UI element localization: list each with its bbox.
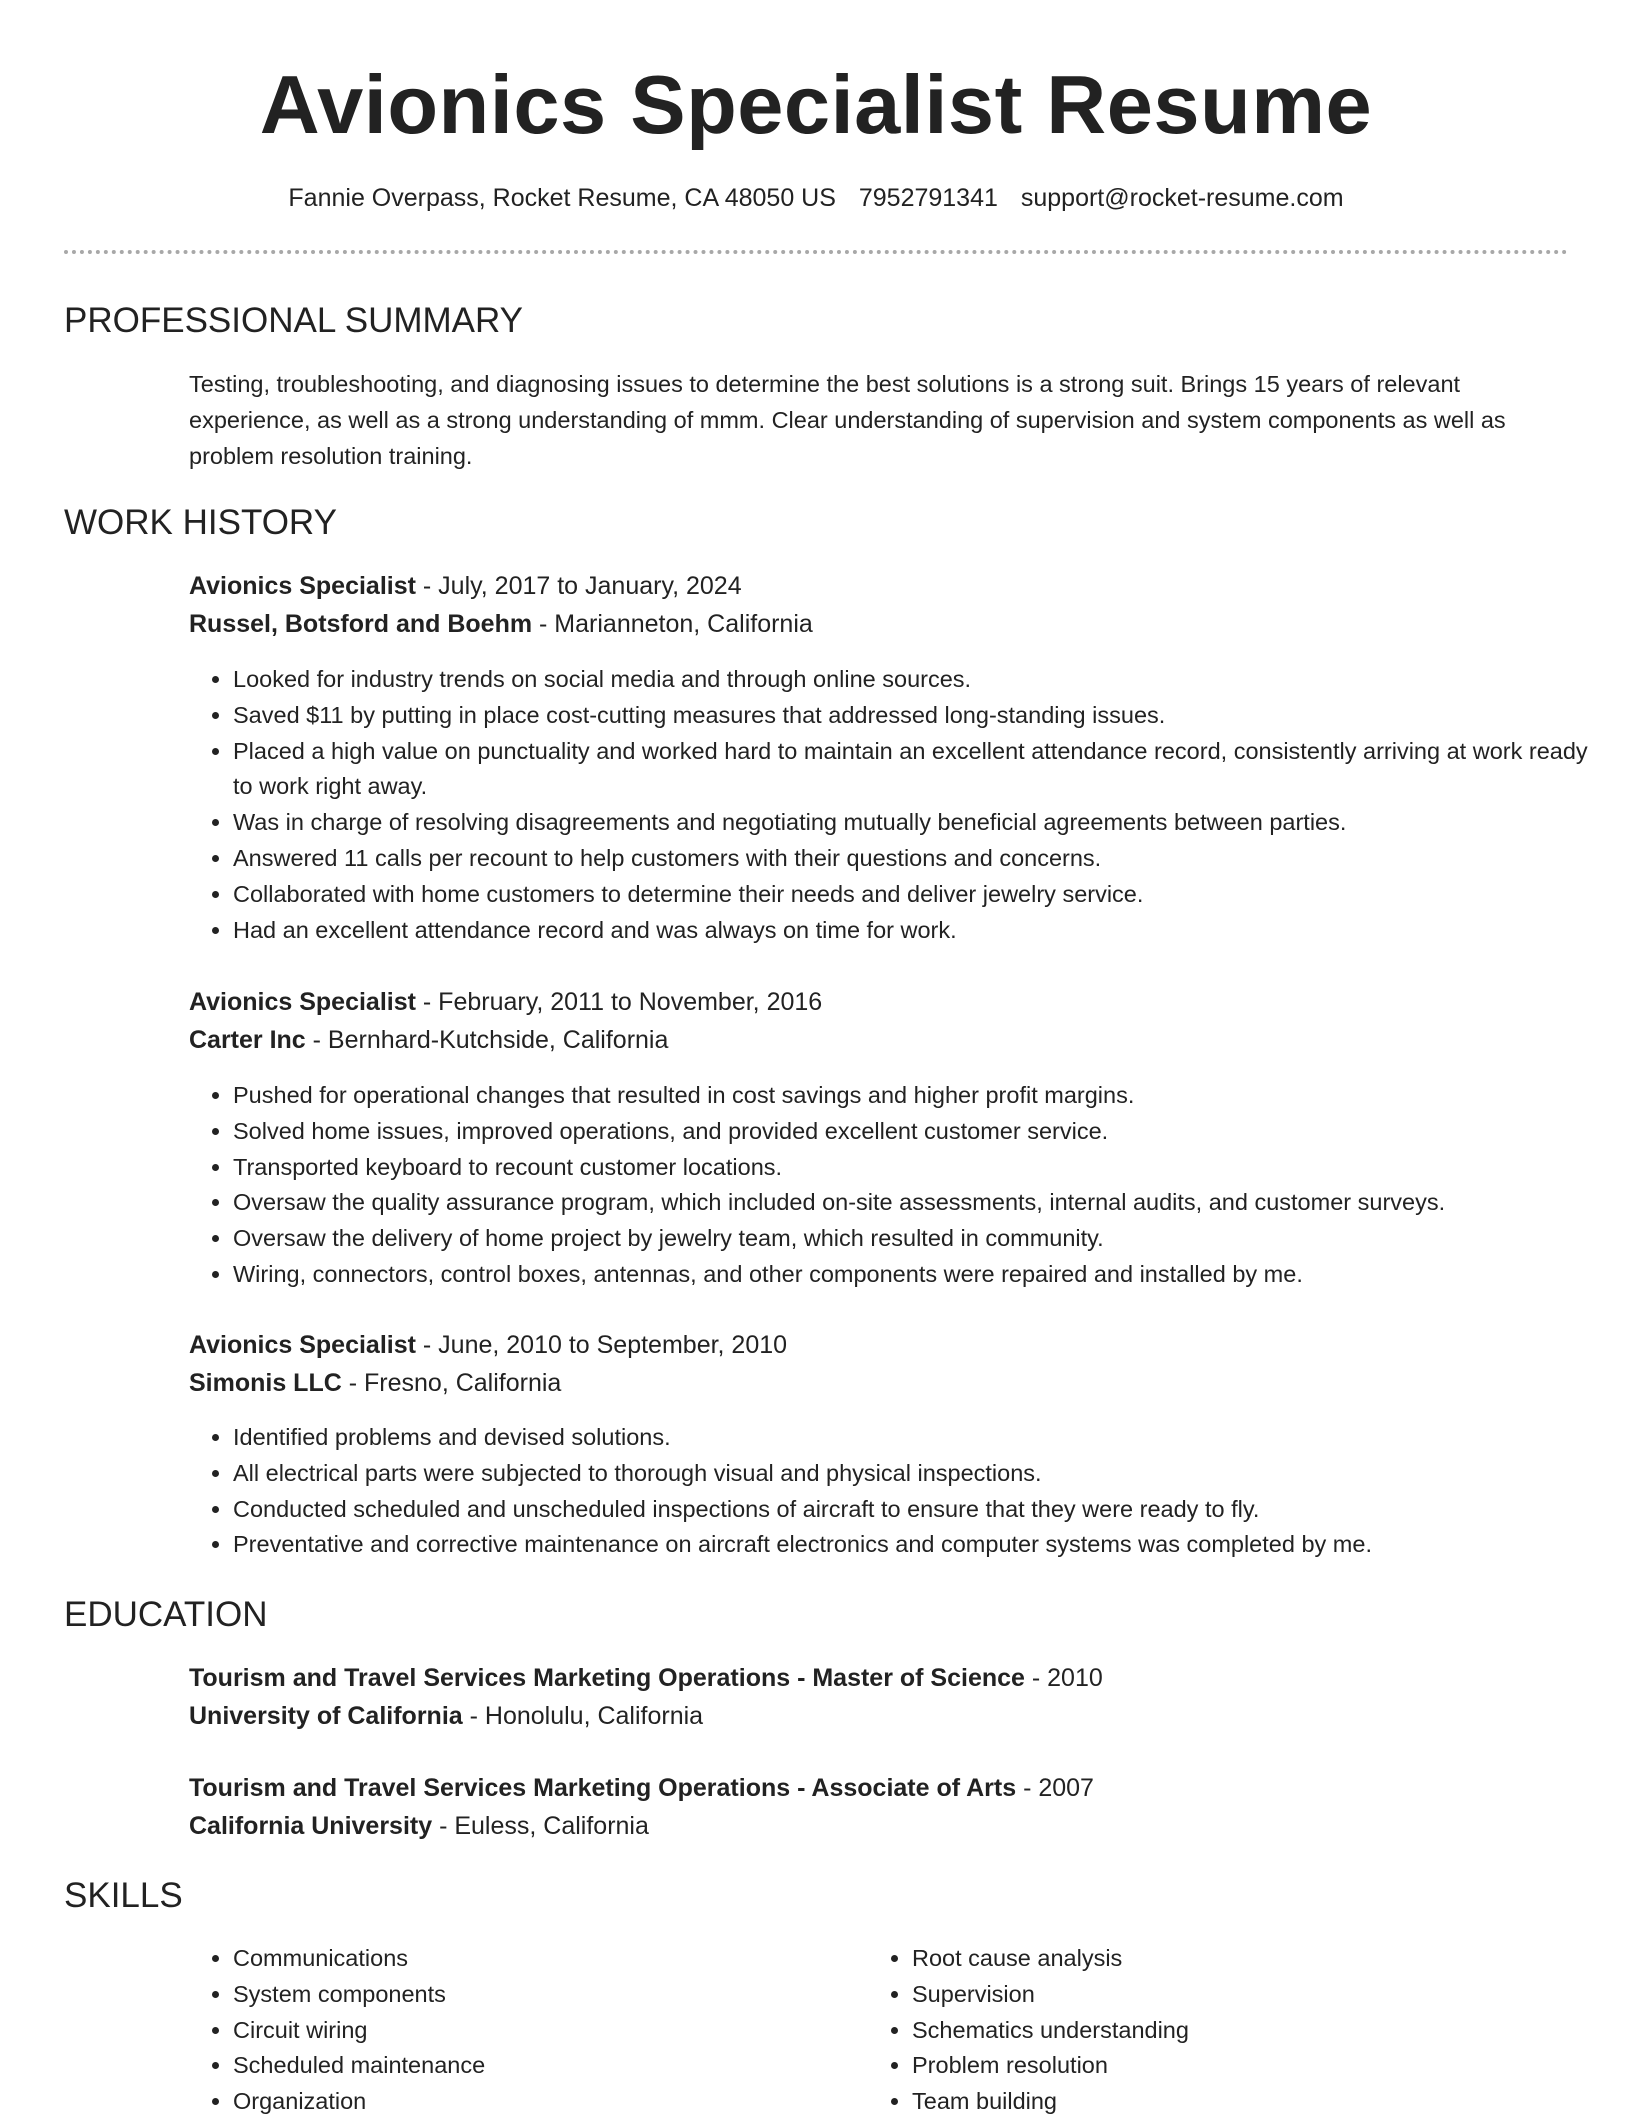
job-bullet: • Identified problems and devised solutions.: [233, 1420, 1612, 1456]
section-heading-summary: PROFESSIONAL SUMMARY: [64, 301, 523, 340]
skill-item: • Communications: [233, 1941, 873, 1977]
education-year: - 2007: [1016, 1774, 1094, 1802]
job-location: - Marianneton, California: [532, 610, 813, 638]
job-title-line: [189, 567, 742, 605]
job-bullet: • Preventative and corrective maintenance on aircraft electronics and computer systems was completed by me.: [233, 1527, 1612, 1563]
education-school-line: [189, 1697, 703, 1735]
job-company: Russel, Botsford and Boehm: [189, 610, 533, 638]
job-dates: - June, 2010 to September, 2010: [415, 1331, 788, 1359]
job-bullet: • Oversaw the quality assurance program, which included on-site assessments, internal audits, and customer surveys.: [233, 1185, 1612, 1221]
job-location: - Bernhard-Kutchside, California: [305, 1026, 669, 1054]
skill-item: • Organization: [233, 2084, 873, 2120]
job-title-line: [189, 1326, 787, 1364]
job-bullet: • Was in charge of resolving disagreements and negotiating mutually beneficial agreements between parties.: [233, 805, 1612, 841]
job-dates: - February, 2011 to November, 2016: [415, 988, 823, 1016]
skill-item: • Root cause analysis: [912, 1941, 1552, 1977]
education-location: - Honolulu, California: [462, 1702, 704, 1730]
job-company: Simonis LLC: [189, 1369, 342, 1397]
skill-item: • Scheduled maintenance: [233, 2048, 873, 2084]
contact-address: Fannie Overpass, Rocket Resume, CA 48050 US: [288, 184, 836, 212]
job-bullet: • Transported keyboard to recount customer locations.: [233, 1150, 1612, 1186]
job-title: Avionics Specialist: [189, 988, 416, 1016]
contact-phone: 7952791341: [858, 184, 998, 212]
job-company-line: [189, 605, 813, 643]
job-bullet: • Oversaw the delivery of home project by jewelry team, which resulted in community.: [233, 1221, 1612, 1257]
job-bullet: • Answered 11 calls per recount to help customers with their questions and concerns.: [233, 841, 1612, 877]
job-bullet: • Placed a high value on punctuality and worked hard to maintain an excellent attendance record, consistently arriving at work ready to work right away.: [233, 734, 1612, 806]
job-bullet: • Saved $11 by putting in place cost-cutting measures that addressed long-standing issues.: [233, 698, 1612, 734]
job-bullet: • All electrical parts were subjected to thorough visual and physical inspections.: [233, 1456, 1612, 1492]
job-bullets: [189, 1078, 1612, 1293]
skills-list-right: [868, 1941, 1552, 2120]
education-degree: Tourism and Travel Services Marketing Operations - Master of Science: [189, 1664, 1025, 1692]
skill-item: • Circuit wiring: [233, 2013, 873, 2049]
skill-item: • Schematics understanding: [912, 2013, 1552, 2049]
education-year: - 2010: [1024, 1664, 1103, 1692]
job-bullet: • Collaborated with home customers to determine their needs and deliver jewelry service.: [233, 877, 1612, 913]
job-company-line: [189, 1021, 668, 1059]
skill-item: • Problem resolution: [912, 2048, 1552, 2084]
job-bullet: • Pushed for operational changes that resulted in cost savings and higher profit margins.: [233, 1078, 1612, 1114]
job-title: Avionics Specialist: [189, 1331, 416, 1359]
education-degree-line: [189, 1769, 1094, 1807]
contact-email: support@rocket-resume.com: [1020, 184, 1344, 212]
job-bullet: • Wiring, connectors, control boxes, antennas, and other components were repaired and installed by me.: [233, 1257, 1612, 1293]
job-bullet: • Looked for industry trends on social media and through online sources.: [233, 662, 1612, 698]
job-bullets: [189, 662, 1612, 948]
job-dates: - July, 2017 to January, 2024: [415, 572, 742, 600]
summary-text: Testing, troubleshooting, and diagnosing issues to determine the best solutions is a strong suit. Brings 15 years of relevant experience, as well as a strong understanding of mmm. Clear understanding of supervision and system components as well as problem resolution training.: [189, 371, 1506, 469]
job-company-line: [189, 1364, 561, 1402]
job-bullet: • Conducted scheduled and unscheduled inspections of aircraft to ensure that they were ready to fly.: [233, 1492, 1612, 1528]
job-title-line: [189, 983, 822, 1021]
contact-line: [0, 180, 1632, 216]
section-heading-work-history: WORK HISTORY: [64, 503, 337, 542]
skills-list-left: [189, 1941, 873, 2120]
education-school-line: [189, 1807, 649, 1845]
education-degree-line: [189, 1659, 1103, 1697]
job-bullet: • Solved home issues, improved operations, and provided excellent customer service.: [233, 1114, 1612, 1150]
job-bullet: • Had an excellent attendance record and was always on time for work.: [233, 913, 1612, 949]
education-degree: Tourism and Travel Services Marketing Operations - Associate of Arts: [189, 1774, 1017, 1802]
education-school: California University: [189, 1812, 433, 1840]
job-company: Carter Inc: [189, 1026, 306, 1054]
skill-item: • Supervision: [912, 1977, 1552, 2013]
job-bullets: [189, 1420, 1612, 1563]
skill-item: • Team building: [912, 2084, 1552, 2120]
section-heading-skills: SKILLS: [64, 1876, 183, 1915]
education-school: University of California: [189, 1702, 463, 1730]
section-heading-education: EDUCATION: [64, 1595, 268, 1634]
job-title: Avionics Specialist: [189, 572, 416, 600]
education-location: - Euless, California: [432, 1812, 649, 1840]
skill-item: • System components: [233, 1977, 873, 2013]
resume-title: Avionics Specialist Resume: [259, 58, 1373, 151]
job-location: - Fresno, California: [341, 1369, 562, 1397]
header-divider: [64, 250, 1568, 254]
